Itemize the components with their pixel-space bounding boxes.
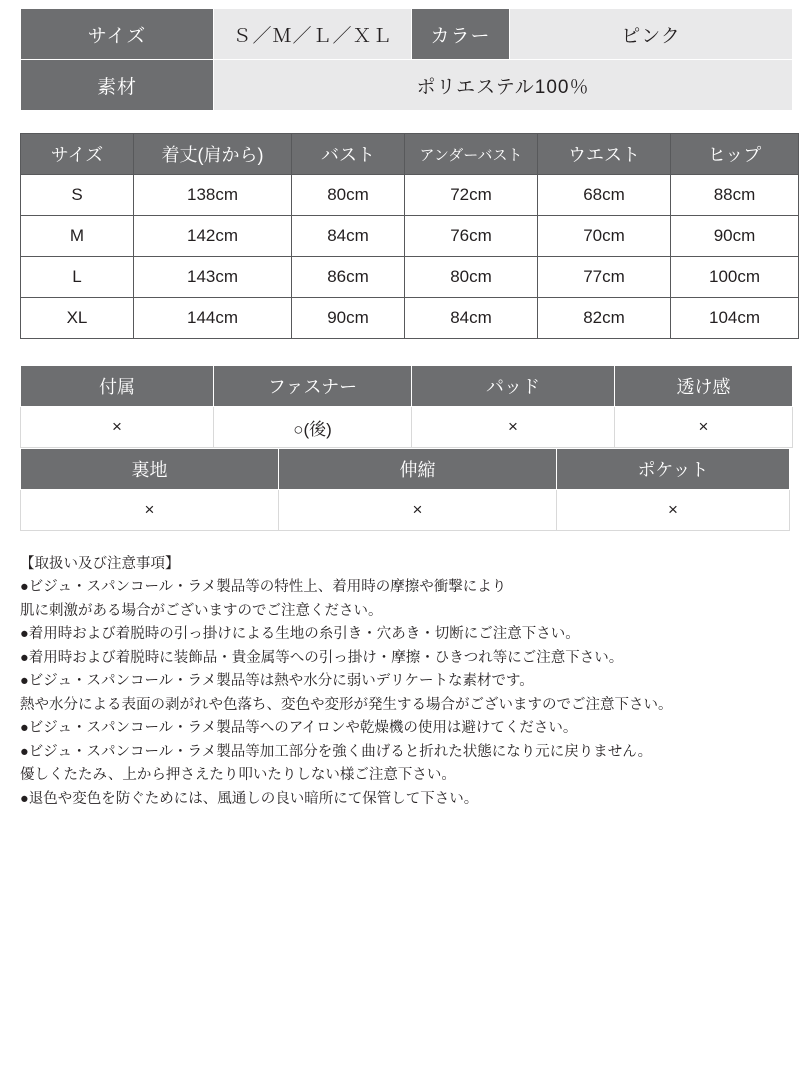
attr-label-zipper: ファスナー [214, 366, 412, 407]
cell-hip: 90cm [671, 216, 799, 257]
attr-value-sheer: × [615, 407, 793, 448]
cell-waist: 70cm [538, 216, 671, 257]
spec-label-color: カラー [412, 9, 510, 60]
cell-waist: 82cm [538, 298, 671, 339]
spec-row-material [21, 60, 793, 111]
cell-bust: 86cm [292, 257, 405, 298]
cell-bust: 84cm [292, 216, 405, 257]
notes-title: 【取扱い及び注意事項】 [20, 556, 180, 572]
attr-value-zipper: ○(後) [214, 407, 412, 448]
notes-line: 熱や水分による表面の剥がれや色落ち、変色や変形が発生する場合がございますのでご注意下さい。 [20, 696, 673, 713]
cell-hip: 100cm [671, 257, 799, 298]
notes-line: ●ビジュ・スパンコール・ラメ製品等加工部分を強く曲げると折れた状態になり元に戻りません。 [20, 743, 653, 760]
attr-header-row-2 [21, 449, 790, 490]
cell-size: XL [21, 298, 134, 339]
size-col-hip: ヒップ [671, 134, 799, 175]
cell-bust: 90cm [292, 298, 405, 339]
attr-value-accessory: × [21, 407, 214, 448]
size-measurement-table [20, 133, 799, 339]
cell-length: 143cm [134, 257, 292, 298]
spec-value-material: ポリエステル100％ [214, 60, 793, 111]
table-row [21, 298, 799, 339]
cell-bust: 80cm [292, 175, 405, 216]
notes-line: 優しくたたみ、上から押さえたり叩いたりしない様ご注意下さい。 [20, 767, 456, 784]
cell-underbust: 72cm [405, 175, 538, 216]
cell-underbust: 76cm [405, 216, 538, 257]
cell-waist: 68cm [538, 175, 671, 216]
attr-label-sheer: 透け感 [615, 366, 793, 407]
attributes-table-2 [20, 448, 790, 531]
size-col-underbust: アンダーバスト [405, 134, 538, 175]
notes-line: 肌に刺激がある場合がございますのでご注意ください。 [20, 602, 383, 619]
size-table-header-row [21, 134, 799, 175]
spec-label-size: サイズ [21, 9, 214, 60]
care-notes [20, 553, 780, 811]
notes-line: ●ビジュ・スパンコール・ラメ製品等は熱や水分に弱いデリケートな素材です。 [20, 673, 534, 690]
product-spec-page [0, 8, 800, 1075]
cell-length: 142cm [134, 216, 292, 257]
table-row [21, 216, 799, 257]
attr-header-row-1 [21, 366, 793, 407]
attr-value-lining: × [21, 490, 279, 531]
spec-label-material: 素材 [21, 60, 214, 111]
cell-hip: 104cm [671, 298, 799, 339]
table-row [21, 175, 799, 216]
cell-underbust: 84cm [405, 298, 538, 339]
size-col-waist: ウエスト [538, 134, 671, 175]
attr-label-pocket: ポケット [557, 449, 790, 490]
cell-hip: 88cm [671, 175, 799, 216]
attr-value-stretch: × [279, 490, 557, 531]
cell-length: 144cm [134, 298, 292, 339]
attr-label-stretch: 伸縮 [279, 449, 557, 490]
notes-line: ●ビジュ・スパンコール・ラメ製品等の特性上、着用時の摩擦や衝撃により [20, 579, 507, 596]
size-col-bust: バスト [292, 134, 405, 175]
cell-underbust: 80cm [405, 257, 538, 298]
cell-size: S [21, 175, 134, 216]
spec-value-color: ピンク [510, 9, 793, 60]
notes-line: ●退色や変色を防ぐためには、風通しの良い暗所にて保管して下さい。 [20, 790, 479, 807]
attr-label-lining: 裏地 [21, 449, 279, 490]
spec-table [20, 8, 793, 111]
notes-line: ●ビジュ・スパンコール・ラメ製品等へのアイロンや乾燥機の使用は避けてください。 [20, 720, 578, 737]
cell-size: M [21, 216, 134, 257]
spec-value-size: Ｓ／Ｍ／Ｌ／ＸＬ [214, 9, 412, 60]
attributes-table-1 [20, 365, 793, 448]
cell-size: L [21, 257, 134, 298]
attr-value-row-2 [21, 490, 790, 531]
notes-line: ●着用時および着脱時の引っ掛けによる生地の糸引き・穴あき・切断にご注意下さい。 [20, 626, 580, 643]
size-col-size: サイズ [21, 134, 134, 175]
spec-row-size [21, 9, 793, 60]
notes-line: ●着用時および着脱時に装飾品・貴金属等への引っ掛け・摩擦・ひきつれ等にご注意下さい。 [20, 649, 624, 666]
attr-label-pad: パッド [412, 366, 615, 407]
size-col-length: 着丈(肩から) [134, 134, 292, 175]
table-row [21, 257, 799, 298]
attr-value-pad: × [412, 407, 615, 448]
attr-value-pocket: × [557, 490, 790, 531]
cell-waist: 77cm [538, 257, 671, 298]
attr-label-accessory: 付属 [21, 366, 214, 407]
cell-length: 138cm [134, 175, 292, 216]
attr-value-row-1 [21, 407, 793, 448]
